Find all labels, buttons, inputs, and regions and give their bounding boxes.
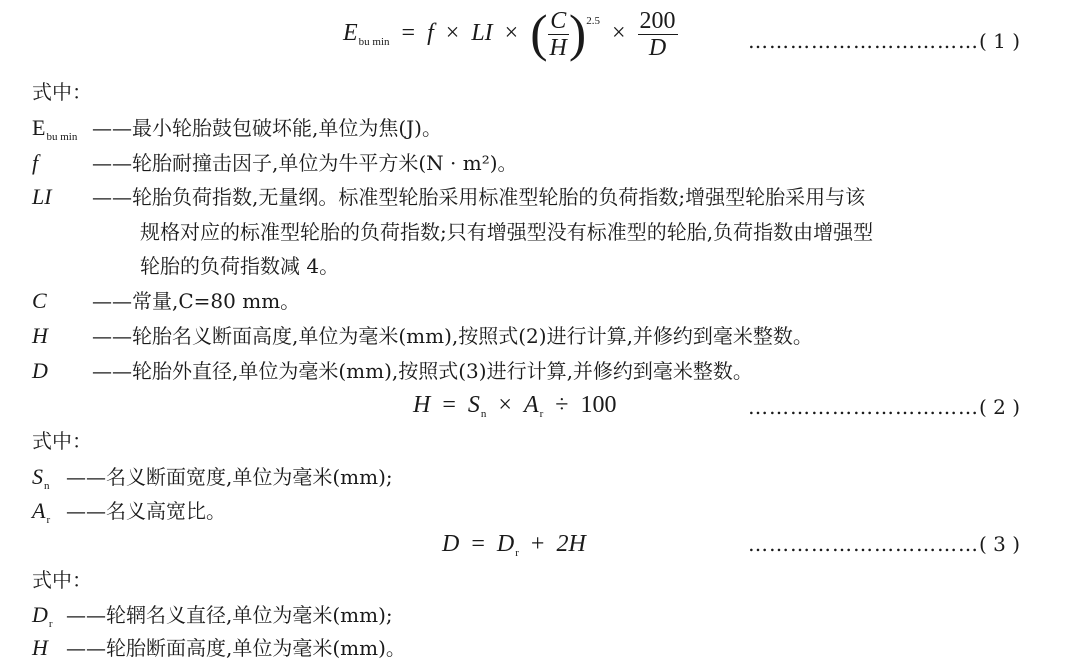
eq2-a-subscript: r bbox=[539, 408, 544, 420]
where-label-3: 式中： bbox=[32, 568, 92, 592]
eq1-equals: = bbox=[401, 20, 416, 47]
where-label-2: 式中： bbox=[32, 429, 92, 453]
eq1-li: LI bbox=[471, 20, 493, 47]
eq1-fraction-200-over-d bbox=[638, 8, 678, 61]
equation-1-number bbox=[748, 28, 1020, 54]
equation-2-number bbox=[748, 394, 1020, 420]
def-text-li-line-3: 轮胎的负荷指数减 4。 bbox=[140, 254, 340, 278]
eq1-c: C bbox=[548, 8, 569, 35]
eq1-exponent: 2.5 bbox=[586, 15, 600, 28]
eq1-times-1: × bbox=[445, 20, 460, 47]
eq3-plus: + bbox=[530, 531, 545, 557]
eq1-lhs-subscript: bu min bbox=[358, 36, 390, 49]
def-text-s-n: ——名义断面宽度,单位为毫米(mm); bbox=[66, 465, 393, 489]
eq1-number: ( 1 ) bbox=[979, 29, 1021, 53]
eq1-200: 200 bbox=[639, 8, 676, 34]
eq2-s-subscript: n bbox=[480, 408, 487, 420]
eq1-fraction-c-over-h bbox=[548, 8, 569, 61]
equation-3-number bbox=[748, 531, 1020, 557]
def-text-h-2: ——轮胎断面高度,单位为毫米(mm)。 bbox=[66, 636, 406, 660]
eq2-number: ( 2 ) bbox=[979, 395, 1021, 419]
eq1-times-2: × bbox=[504, 20, 519, 47]
eq1-h: H bbox=[549, 35, 567, 61]
def-symbol-li: LI bbox=[32, 184, 52, 209]
def-symbol-s-n: $S_n$ bbox=[32, 464, 50, 492]
def-text-a-r: ——名义高宽比。 bbox=[66, 499, 226, 523]
def-symbol-c: C bbox=[32, 288, 47, 313]
eq1-right-paren: ) bbox=[568, 5, 587, 63]
def-symbol-h-2: H bbox=[32, 635, 48, 660]
def-symbol-a-r: $A_r$ bbox=[32, 498, 51, 526]
def-symbol-f: f bbox=[32, 150, 39, 175]
eq2-s: S bbox=[467, 392, 480, 418]
where-label-1: 式中： bbox=[32, 80, 92, 104]
def-text-d: ——轮胎外直径,单位为毫米(mm),按照式(3)进行计算,并修约到毫米整数。 bbox=[92, 359, 753, 383]
eq2-a: A bbox=[523, 392, 539, 418]
equation-2 bbox=[413, 392, 616, 427]
def-text-d-r: ——轮辋名义直径,单位为毫米(mm); bbox=[66, 603, 393, 627]
eq2-divide: ÷ bbox=[555, 392, 569, 418]
eq1-leader-dots: …………………………… bbox=[748, 29, 979, 53]
eq3-number: ( 3 ) bbox=[979, 532, 1021, 556]
def-text-c: ——常量,C=80 mm。 bbox=[92, 289, 301, 313]
eq3-dr-subscript: r bbox=[515, 547, 519, 559]
def-text-f: ——轮胎耐撞击因子,单位为牛平方米(N · m²)。 bbox=[92, 151, 518, 175]
def-text-li-line-1: ——轮胎负荷指数,无量纲。标准型轮胎采用标准型轮胎的负荷指数;增强型轮胎采用与该 bbox=[92, 185, 866, 209]
eq3-d: D bbox=[442, 531, 460, 557]
eq2-equals: = bbox=[442, 392, 456, 418]
def-symbol-d-r: $D_r$ bbox=[32, 602, 53, 630]
eq1-times-3: × bbox=[611, 20, 626, 47]
eq1-d: D bbox=[648, 35, 667, 61]
eq1-f: f bbox=[427, 20, 434, 47]
eq1-lhs: E bbox=[343, 20, 358, 47]
eq3-leader-dots: …………………………… bbox=[748, 532, 979, 556]
eq3-equals: = bbox=[471, 531, 485, 557]
eq2-times: × bbox=[498, 392, 512, 418]
def-text-li-line-2: 规格对应的标准型轮胎的负荷指数;只有增强型没有标准型的轮胎,负荷指数由增强型 bbox=[140, 220, 874, 244]
equation-3 bbox=[442, 531, 586, 566]
eq3-2h: 2H bbox=[556, 531, 586, 557]
def-text-e-bu-min: ——最小轮胎鼓包破坏能,单位为焦(J)。 bbox=[92, 116, 442, 140]
eq1-left-paren: ( bbox=[530, 5, 548, 63]
eq2-h: H bbox=[413, 392, 431, 418]
equation-1 bbox=[343, 5, 678, 63]
eq2-leader-dots: …………………………… bbox=[748, 395, 979, 419]
def-symbol-e-bu-min: $E_{bu min}$ bbox=[32, 115, 78, 143]
def-text-h: ——轮胎名义断面高度,单位为毫米(mm),按照式(2)进行计算,并修约到毫米整数。 bbox=[92, 324, 813, 348]
eq3-dr: D bbox=[496, 531, 515, 557]
def-symbol-d: D bbox=[32, 358, 48, 383]
def-symbol-h: H bbox=[32, 323, 48, 348]
eq2-100: 100 bbox=[580, 392, 617, 418]
